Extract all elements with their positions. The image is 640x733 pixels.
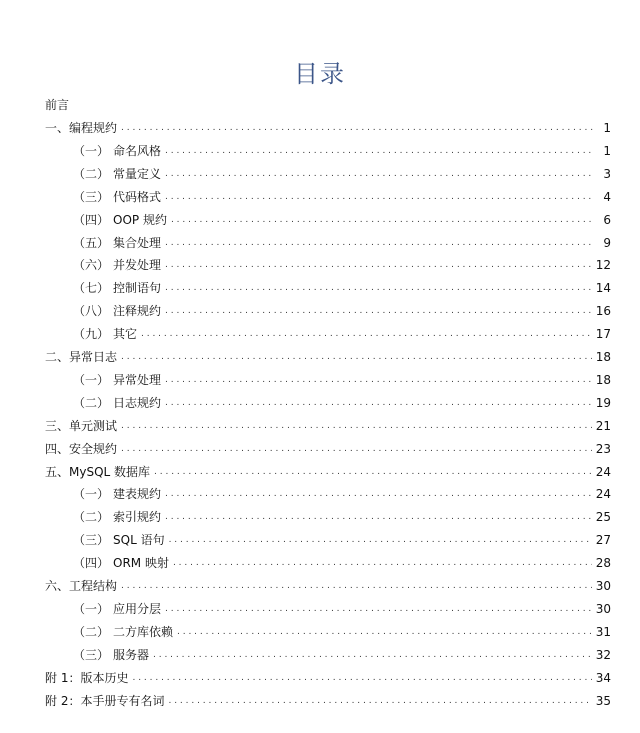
toc-entry-title: 索引规约 [113,510,162,524]
toc-entry-page-number: 17 [595,327,611,341]
toc-entry-page-number: 32 [595,648,611,662]
toc-entry-number: 附 1： [45,671,81,685]
toc-entry-number: 四、 [45,442,70,456]
toc-dot-leader [165,143,595,159]
toc-dot-leader [169,532,592,548]
toc-entry-number: 六、 [45,579,70,593]
toc-dot-leader [121,578,592,594]
toc-dot-leader [173,555,592,571]
toc-entry-title: 异常日志 [69,350,118,364]
toc-entry-page-number: 24 [595,487,611,501]
toc-entry-page-number: 16 [595,304,611,318]
toc-entry-title: 工程结构 [69,579,118,593]
toc-entry[interactable] [73,395,611,411]
toc-dot-leader [165,395,592,411]
toc-entry-number: （八） [73,304,110,318]
toc-entry-page-number: 9 [603,236,611,250]
toc-entry[interactable] [73,326,611,342]
toc-entry[interactable] [45,441,611,457]
toc-entry-number: （六） [73,258,110,272]
toc-entry-number: （四） [73,213,110,227]
toc-dot-leader [171,212,595,228]
toc-entry-number: （一） [73,144,110,158]
toc-entry-page-number: 30 [595,602,611,616]
toc-entry[interactable] [73,235,611,251]
toc-entry-number: （二） [73,396,110,410]
toc-entry[interactable] [73,212,611,228]
toc-entry[interactable] [73,624,611,640]
toc-entry[interactable] [73,303,611,319]
toc-dot-leader [165,601,592,617]
toc-dot-leader [165,189,595,205]
toc-entry-page-number: 6 [603,213,611,227]
toc-entry-title: 代码格式 [113,190,162,204]
toc-entry-title: 并发处理 [113,258,162,272]
toc-entry-title: 单元测试 [69,419,118,433]
toc-entry-page-number: 28 [595,556,611,570]
toc-entry-number: 三、 [45,419,70,433]
toc-entry-page-number: 23 [595,442,611,456]
toc-entry-page-number: 1 [603,144,611,158]
toc-entry[interactable] [45,120,611,136]
toc-entry[interactable] [73,555,611,571]
toc-entry-number: 二、 [45,350,70,364]
toc-entry-number: （三） [73,190,110,204]
toc-entry[interactable] [73,509,611,525]
toc-dot-leader [165,372,592,388]
toc-entry[interactable] [73,189,611,205]
toc-entry-number: （一） [73,487,110,501]
toc-entry-number: （二） [73,625,110,639]
toc-entry-page-number: 3 [603,167,611,181]
toc-entry-title: 命名风格 [113,144,162,158]
toc-entry[interactable] [45,418,611,434]
toc-entry[interactable] [45,693,611,709]
toc-entry-title: 其它 [113,327,138,341]
toc-entry-number: （二） [73,510,110,524]
toc-entry-title: 安全规约 [69,442,118,456]
toc-entry-title: 二方库依赖 [113,625,174,639]
toc-entry[interactable] [73,166,611,182]
toc-entry-title: 常量定义 [113,167,162,181]
toc-entry[interactable] [73,486,611,502]
toc-entry-number: （一） [73,373,110,387]
toc-dot-leader [154,464,592,480]
toc-entry-title: 控制语句 [113,281,162,295]
toc-entry-page-number: 21 [595,419,611,433]
toc-entry[interactable] [73,647,611,663]
toc-entry-title: 应用分层 [113,602,162,616]
toc-entry[interactable] [45,578,611,594]
toc-entry-title: 版本历史 [80,671,129,685]
toc-dot-leader [168,693,591,709]
toc-entry-number: （三） [73,648,110,662]
toc-entry-page-number: 34 [595,671,611,685]
toc-entry[interactable] [45,349,611,365]
toc-entry-number: 五、 [45,465,70,479]
toc-entry-page-number: 1 [603,121,611,135]
toc-entry[interactable] [73,601,611,617]
toc-entry-page-number: 30 [595,579,611,593]
toc-entry-title: 编程规约 [69,121,118,135]
toc-entry-title: SQL 语句 [113,533,165,547]
toc-entry[interactable] [45,464,611,480]
toc-entry-page-number: 19 [595,396,611,410]
toc-entry-number: 附 2： [45,694,81,708]
toc-entry-page-number: 18 [595,350,611,364]
toc-entry-page-number: 31 [595,625,611,639]
toc-dot-leader [165,509,592,525]
toc-entry[interactable] [73,532,611,548]
toc-entry[interactable] [73,257,611,273]
toc-entry-page-number: 24 [595,465,611,479]
toc-entry-title: 注释规约 [113,304,162,318]
toc-entry-title: 服务器 [113,648,150,662]
toc-entry-title: 异常处理 [113,373,162,387]
toc-entry-page-number: 27 [595,533,611,547]
toc-dot-leader [165,257,592,273]
toc-entry-title: 日志规约 [113,396,162,410]
toc-entry[interactable] [45,670,611,686]
toc-entry-page-number: 4 [603,190,611,204]
toc-entry-title: MySQL 数据库 [69,465,151,479]
toc-entry-number: （四） [73,556,110,570]
toc-entry-number: 一、 [45,121,70,135]
toc-entry-number: （一） [73,602,110,616]
toc-entry-title: 集合处理 [113,236,162,250]
toc-entry-title: 建表规约 [113,487,162,501]
toc-dot-leader [177,624,592,640]
toc-dot-leader [165,280,592,296]
toc-entry-title: ORM 映射 [113,556,169,570]
toc-dot-leader [141,326,592,342]
toc-dot-leader [153,647,592,663]
toc-entry-page-number: 12 [595,258,611,272]
toc-entry-page-number: 14 [595,281,611,295]
toc-entry[interactable] [73,280,611,296]
toc-entry-title: 本手册专有名词 [80,694,165,708]
page-title: 目录 [294,60,346,88]
toc-entry-number: （五） [73,236,110,250]
toc-dot-leader [165,235,595,251]
toc-entry-number: （三） [73,533,110,547]
preface-heading: 前言 [45,98,70,112]
toc-entry-page-number: 35 [595,694,611,708]
toc-dot-leader [121,349,592,365]
toc-entry-title: OOP 规约 [113,213,167,227]
toc-entry-number: （二） [73,167,110,181]
toc-dot-leader [121,120,595,136]
toc-dot-leader [165,486,592,502]
toc-dot-leader [165,303,592,319]
toc-dot-leader [121,418,592,434]
toc-entry[interactable] [73,143,611,159]
toc-entry-page-number: 18 [595,373,611,387]
toc-dot-leader [165,166,595,182]
toc-entry-number: （七） [73,281,110,295]
toc-entry-number: （九） [73,327,110,341]
toc-dot-leader [132,670,591,686]
toc-entry-page-number: 25 [595,510,611,524]
toc-dot-leader [121,441,592,457]
toc-entry[interactable] [73,372,611,388]
